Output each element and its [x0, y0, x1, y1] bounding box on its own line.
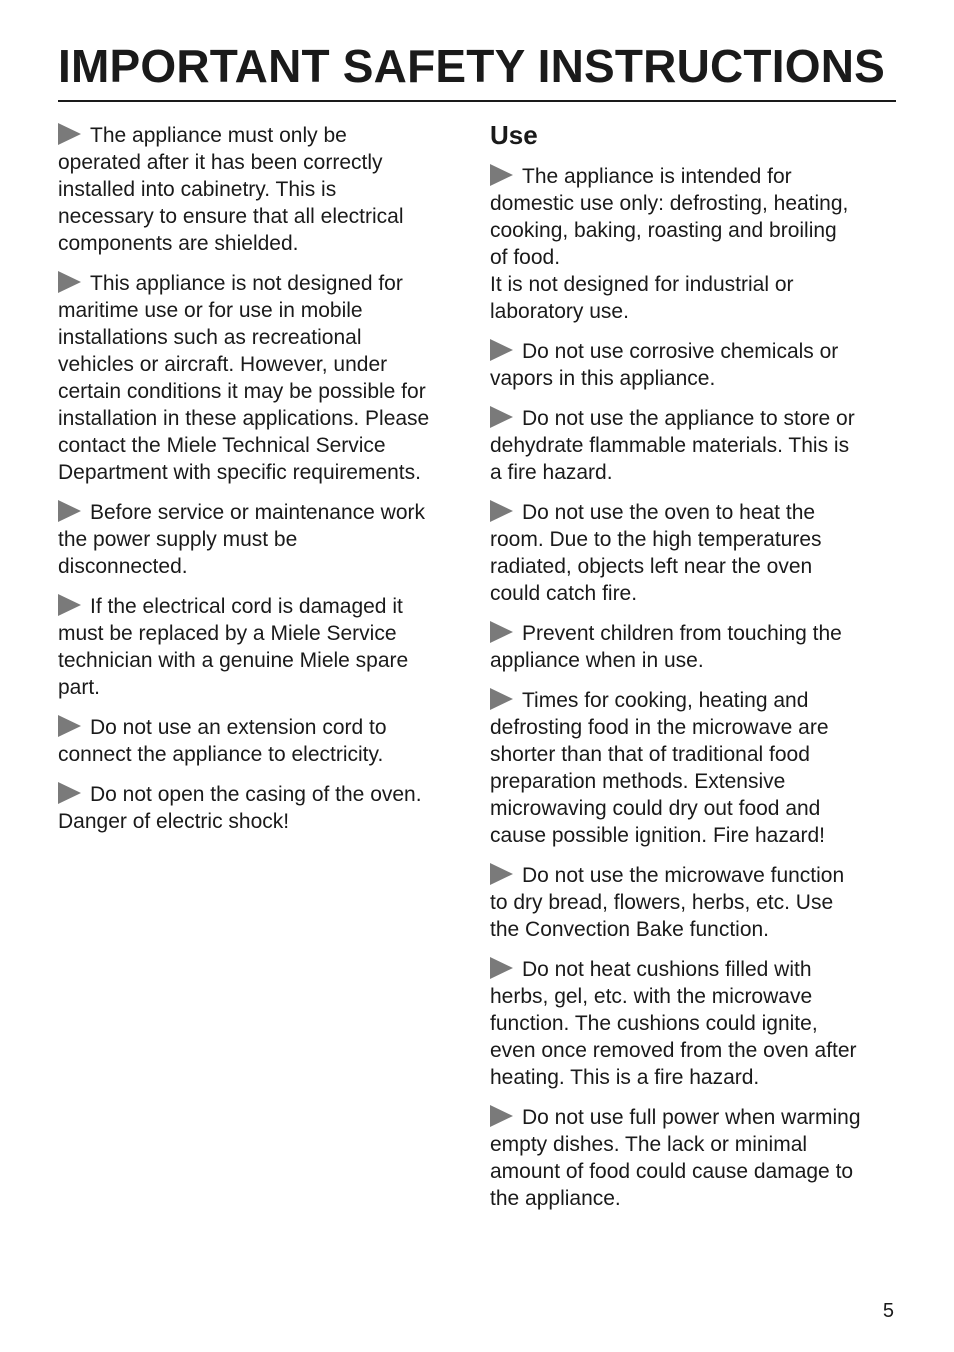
paragraph-line — [58, 499, 468, 526]
paragraph-line: installations such as recreational — [58, 326, 362, 349]
paragraph-line: cooking, baking, roasting and broiling — [490, 219, 837, 242]
paragraph-line — [490, 956, 900, 983]
paragraph-line: maritime use or for use in mobile — [58, 299, 363, 322]
safety-paragraph — [58, 122, 468, 257]
safety-paragraph — [490, 338, 900, 392]
paragraph-line: certain conditions it may be possible for — [58, 380, 426, 403]
paragraph-line: must be replaced by a Miele Service — [58, 622, 397, 645]
paragraph-text: Do not heat cushions filled with — [522, 958, 812, 981]
bullet-triangle-icon — [490, 863, 513, 885]
bullet-triangle-icon — [58, 271, 81, 293]
paragraph-text: Do not use the appliance to store or — [522, 407, 855, 430]
paragraph-line — [58, 714, 468, 741]
paragraph-text: Do not use corrosive chemicals or — [522, 340, 839, 363]
paragraph-line: vehicles or aircraft. However, under — [58, 353, 388, 376]
right-column — [490, 119, 900, 1225]
bullet-triangle-icon — [58, 594, 81, 616]
paragraph-line: cause possible ignition. Fire hazard! — [490, 824, 826, 847]
paragraph-text: This appliance is not designed for — [90, 272, 403, 295]
paragraph-line: microwaving could dry out food and — [490, 797, 821, 820]
safety-paragraph — [58, 499, 468, 580]
paragraph-line: heating. This is a fire hazard. — [490, 1066, 760, 1089]
paragraph-line: defrosting food in the microwave are — [490, 716, 829, 739]
paragraph-line: of food. — [490, 246, 561, 269]
paragraph-text: Do not use the microwave function — [522, 864, 845, 887]
paragraph-line: herbs, gel, etc. with the microwave — [490, 985, 813, 1008]
bullet-triangle-icon — [58, 782, 81, 804]
paragraph-line — [58, 122, 468, 149]
paragraph-line: contact the Miele Technical Service — [58, 434, 386, 457]
paragraph-line: preparation methods. Extensive — [490, 770, 786, 793]
safety-paragraph — [490, 620, 900, 674]
paragraph-line — [58, 270, 468, 297]
bullet-triangle-icon — [490, 339, 513, 361]
paragraph-line: Danger of electric shock! — [58, 810, 290, 833]
safety-paragraph — [490, 499, 900, 607]
paragraph-text: Do not open the casing of the oven. — [90, 783, 422, 806]
left-column — [58, 122, 468, 848]
paragraph-line: part. — [58, 676, 101, 699]
paragraph-line: components are shielded. — [58, 232, 299, 255]
paragraph-line: shorter than that of traditional food — [490, 743, 810, 766]
paragraph-line — [490, 338, 900, 365]
safety-paragraph — [58, 781, 468, 835]
page-number: 5 — [882, 1300, 894, 1322]
paragraph-line: operated after it has been correctly — [58, 151, 383, 174]
paragraph-text: The appliance is intended for — [522, 165, 792, 188]
paragraph-line: radiated, objects left near the oven — [490, 555, 813, 578]
paragraph-line: dehydrate flammable materials. This is — [490, 434, 850, 457]
bullet-triangle-icon — [490, 688, 513, 710]
paragraph-line: Department with specific requirements. — [58, 461, 421, 484]
paragraph-line: appliance when in use. — [490, 649, 704, 672]
bullet-triangle-icon — [58, 500, 81, 522]
paragraph-line — [490, 163, 900, 190]
safety-paragraph — [58, 593, 468, 701]
paragraph-text: If the electrical cord is damaged it — [90, 595, 403, 618]
paragraph-line — [490, 405, 900, 432]
paragraph-line: domestic use only: defrosting, heating, — [490, 192, 849, 215]
paragraph-line: the Convection Bake function. — [490, 918, 770, 941]
safety-paragraph — [58, 270, 468, 486]
bullet-triangle-icon — [58, 123, 81, 145]
paragraph-line: the appliance. — [490, 1187, 621, 1210]
bullet-triangle-icon — [490, 621, 513, 643]
paragraph-line — [58, 593, 468, 620]
safety-paragraph — [490, 1104, 900, 1212]
safety-paragraph — [58, 714, 468, 768]
paragraph-line: even once removed from the oven after — [490, 1039, 857, 1062]
paragraph-line: room. Due to the high temperatures — [490, 528, 822, 551]
paragraph-line: connect the appliance to electricity. — [58, 743, 384, 766]
paragraph-text: The appliance must only be — [90, 124, 347, 147]
paragraph-line: the power supply must be — [58, 528, 298, 551]
paragraph-text: Do not use an extension cord to — [90, 716, 387, 739]
paragraph-text: Times for cooking, heating and — [522, 689, 809, 712]
paragraph-line: necessary to ensure that all electrical — [58, 205, 404, 228]
paragraph-line: laboratory use. — [490, 300, 629, 323]
bullet-triangle-icon — [490, 957, 513, 979]
safety-paragraph — [490, 862, 900, 943]
safety-paragraph — [490, 405, 900, 486]
paragraph-text: Before service or maintenance work — [90, 501, 425, 524]
bullet-triangle-icon — [490, 164, 513, 186]
paragraph-line: installation in these applications. Please — [58, 407, 430, 430]
bullet-triangle-icon — [58, 715, 81, 737]
paragraph-line: empty dishes. The lack or minimal — [490, 1133, 808, 1156]
paragraph-line: amount of food could cause damage to — [490, 1160, 854, 1183]
bullet-triangle-icon — [490, 500, 513, 522]
paragraph-line: disconnected. — [58, 555, 188, 578]
paragraph-line — [490, 620, 900, 647]
paragraph-line — [490, 1104, 900, 1131]
paragraph-line — [490, 687, 900, 714]
safety-paragraph — [490, 163, 900, 325]
use-items — [490, 163, 900, 1212]
title-divider — [58, 100, 896, 102]
bullet-triangle-icon — [490, 406, 513, 428]
paragraph-line: function. The cushions could ignite, — [490, 1012, 818, 1035]
section-heading-use: Use — [490, 120, 538, 150]
paragraph-line — [490, 862, 900, 889]
paragraph-line — [58, 781, 468, 808]
page-title: IMPORTANT SAFETY INSTRUCTIONS — [58, 40, 885, 92]
safety-paragraph — [490, 687, 900, 849]
paragraph-line — [490, 499, 900, 526]
paragraph-text: Do not use full power when warming — [522, 1106, 861, 1129]
safety-paragraph — [490, 956, 900, 1091]
paragraph-line: technician with a genuine Miele spare — [58, 649, 409, 672]
bullet-triangle-icon — [490, 1105, 513, 1127]
paragraph-line: vapors in this appliance. — [490, 367, 716, 390]
paragraph-text: Prevent children from touching the — [522, 622, 842, 645]
paragraph-text: Do not use the oven to heat the — [522, 501, 816, 524]
paragraph-line: to dry bread, flowers, herbs, etc. Use — [490, 891, 834, 914]
paragraph-line: a fire hazard. — [490, 461, 613, 484]
paragraph-line: It is not designed for industrial or — [490, 273, 794, 296]
paragraph-line: could catch fire. — [490, 582, 638, 605]
paragraph-line: installed into cabinetry. This is — [58, 178, 337, 201]
